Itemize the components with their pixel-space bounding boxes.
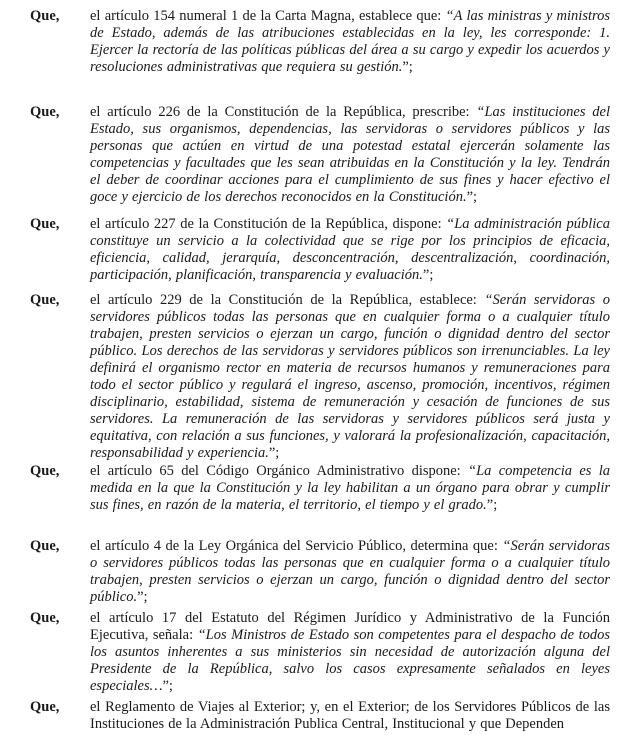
clause-text [90, 104, 610, 206]
clause-tail: ”; [137, 589, 148, 605]
clause-intro: el artículo 4 de la Ley Orgánica del Servicio Público, determina que: [90, 538, 503, 554]
clause-label: Que, [30, 104, 60, 120]
clause-intro: el Reglamento de Viajes al Exterior; y, en el Exterior; de los Servidores Públicos de las Instituciones de la Administración Publica Central, Institucional y que Dependen [90, 699, 610, 732]
clause-tail: ”; [402, 59, 413, 75]
clause-quote: “La competencia es la medida en la que la Constitución y la ley habilitan a un órgano para obrar y cumplir sus fines, en razón de la materia, el territorio, el tiempo y el grado. [90, 463, 610, 513]
clause-label: Que, [30, 463, 60, 479]
clause-text [90, 538, 610, 606]
clause-label: Que, [30, 292, 60, 308]
clause-quote: “Las instituciones del Estado, sus organismos, dependencias, las servidoras o servidores públicos y las personas que actúen en virtud de una potestad estatal ejercerán solamente las competencias y facultades que les sean atribuidas en la Constitución y la ley. Tendrán el deber de coordinar acciones para el cumplimiento de sus fines y hacer efectivo el goce y ejercicio de los derechos reconocidos en la Constitución. [90, 104, 610, 205]
clause-quote: “A las ministras y ministros de Estado, además de las atribuciones establecidas en la ley, les corresponde: 1. Ejercer la rectoría de las políticas públicas del área a su cargo y expedir los acuerdos y resoluciones administrativas que requiera su gestión. [90, 8, 610, 75]
clause-text [90, 699, 610, 733]
clause-label: Que, [30, 610, 60, 626]
clause-label: Que, [30, 699, 60, 715]
clause-intro: el artículo 65 del Código Orgánico Administrativo dispone: [90, 463, 469, 479]
clause-label: Que, [30, 538, 60, 554]
clause-intro: el artículo 229 de la Constitución de la República, establece: [90, 292, 485, 308]
clause-text [90, 463, 610, 514]
clause-label: Que, [30, 8, 60, 24]
clause-text [90, 610, 610, 695]
clause-text [90, 292, 610, 462]
clause-tail: ”; [162, 678, 173, 694]
clause-intro: el artículo 226 de la Constitución de la República, prescribe: [90, 104, 477, 120]
clause-intro: el artículo 17 del Estatuto del Régimen Jurídico y Administrativo de la Función Ejecutiva, señala: [90, 610, 610, 643]
clause-intro: el artículo 154 numeral 1 de la Carta Magna, establece que: [90, 8, 446, 24]
clause-tail: ”; [268, 445, 280, 461]
clause-quote: “La administración pública constituye un servicio a la colectividad que se rige por los principios de eficacia, eficiencia, calidad, jerarquía, desconcentración, descentralización, coordinación, participación, planificación, transparencia y evaluación. [90, 216, 610, 283]
clause-quote: “Los Ministros de Estado son competentes para el despacho de todos los asuntos inherentes a sus ministerios sin necesidad de autorización alguna del Presidente de la República, salvo los casos expresamente señalados en leyes especiales… [90, 627, 611, 694]
clause-label: Que, [30, 216, 60, 232]
clause-tail: ”; [422, 267, 434, 283]
clause-text [90, 216, 610, 284]
clause-intro: el artículo 227 de la Constitución de la República, dispone: [90, 216, 447, 232]
clause-quote: “Serán servidoras o servidores públicos todas las personas que en cualquier forma o a cualquier título trabajen, presten servicios o ejerzan un cargo, función o dignidad dentro del sector público. [90, 538, 610, 605]
clause-text [90, 8, 610, 76]
clause-tail: ”; [486, 497, 498, 513]
clause-tail: ”; [466, 189, 478, 205]
clause-quote: “Serán servidoras o servidores públicos todas las personas que en cualquier forma o a cualquier título trabajen, presten servicios o ejerzan un cargo, función o dignidad dentro del sector público. Los derechos de las servidoras y servidores públicos son irrenunciables. La ley definirá el organismo rector en materia de recursos humanos y remuneraciones para todo el sector público y regulará el ingreso, ascenso, promoción, incentivos, régimen disciplinario, estabilidad, sistema de remuneración y cesación de funciones de sus servidores. La remuneración de las servidoras y servidores públicos será justa y equitativa, con relación a sus funciones, y valorará la profesionalización, capacitación, responsabilidad y experiencia. [90, 292, 610, 461]
